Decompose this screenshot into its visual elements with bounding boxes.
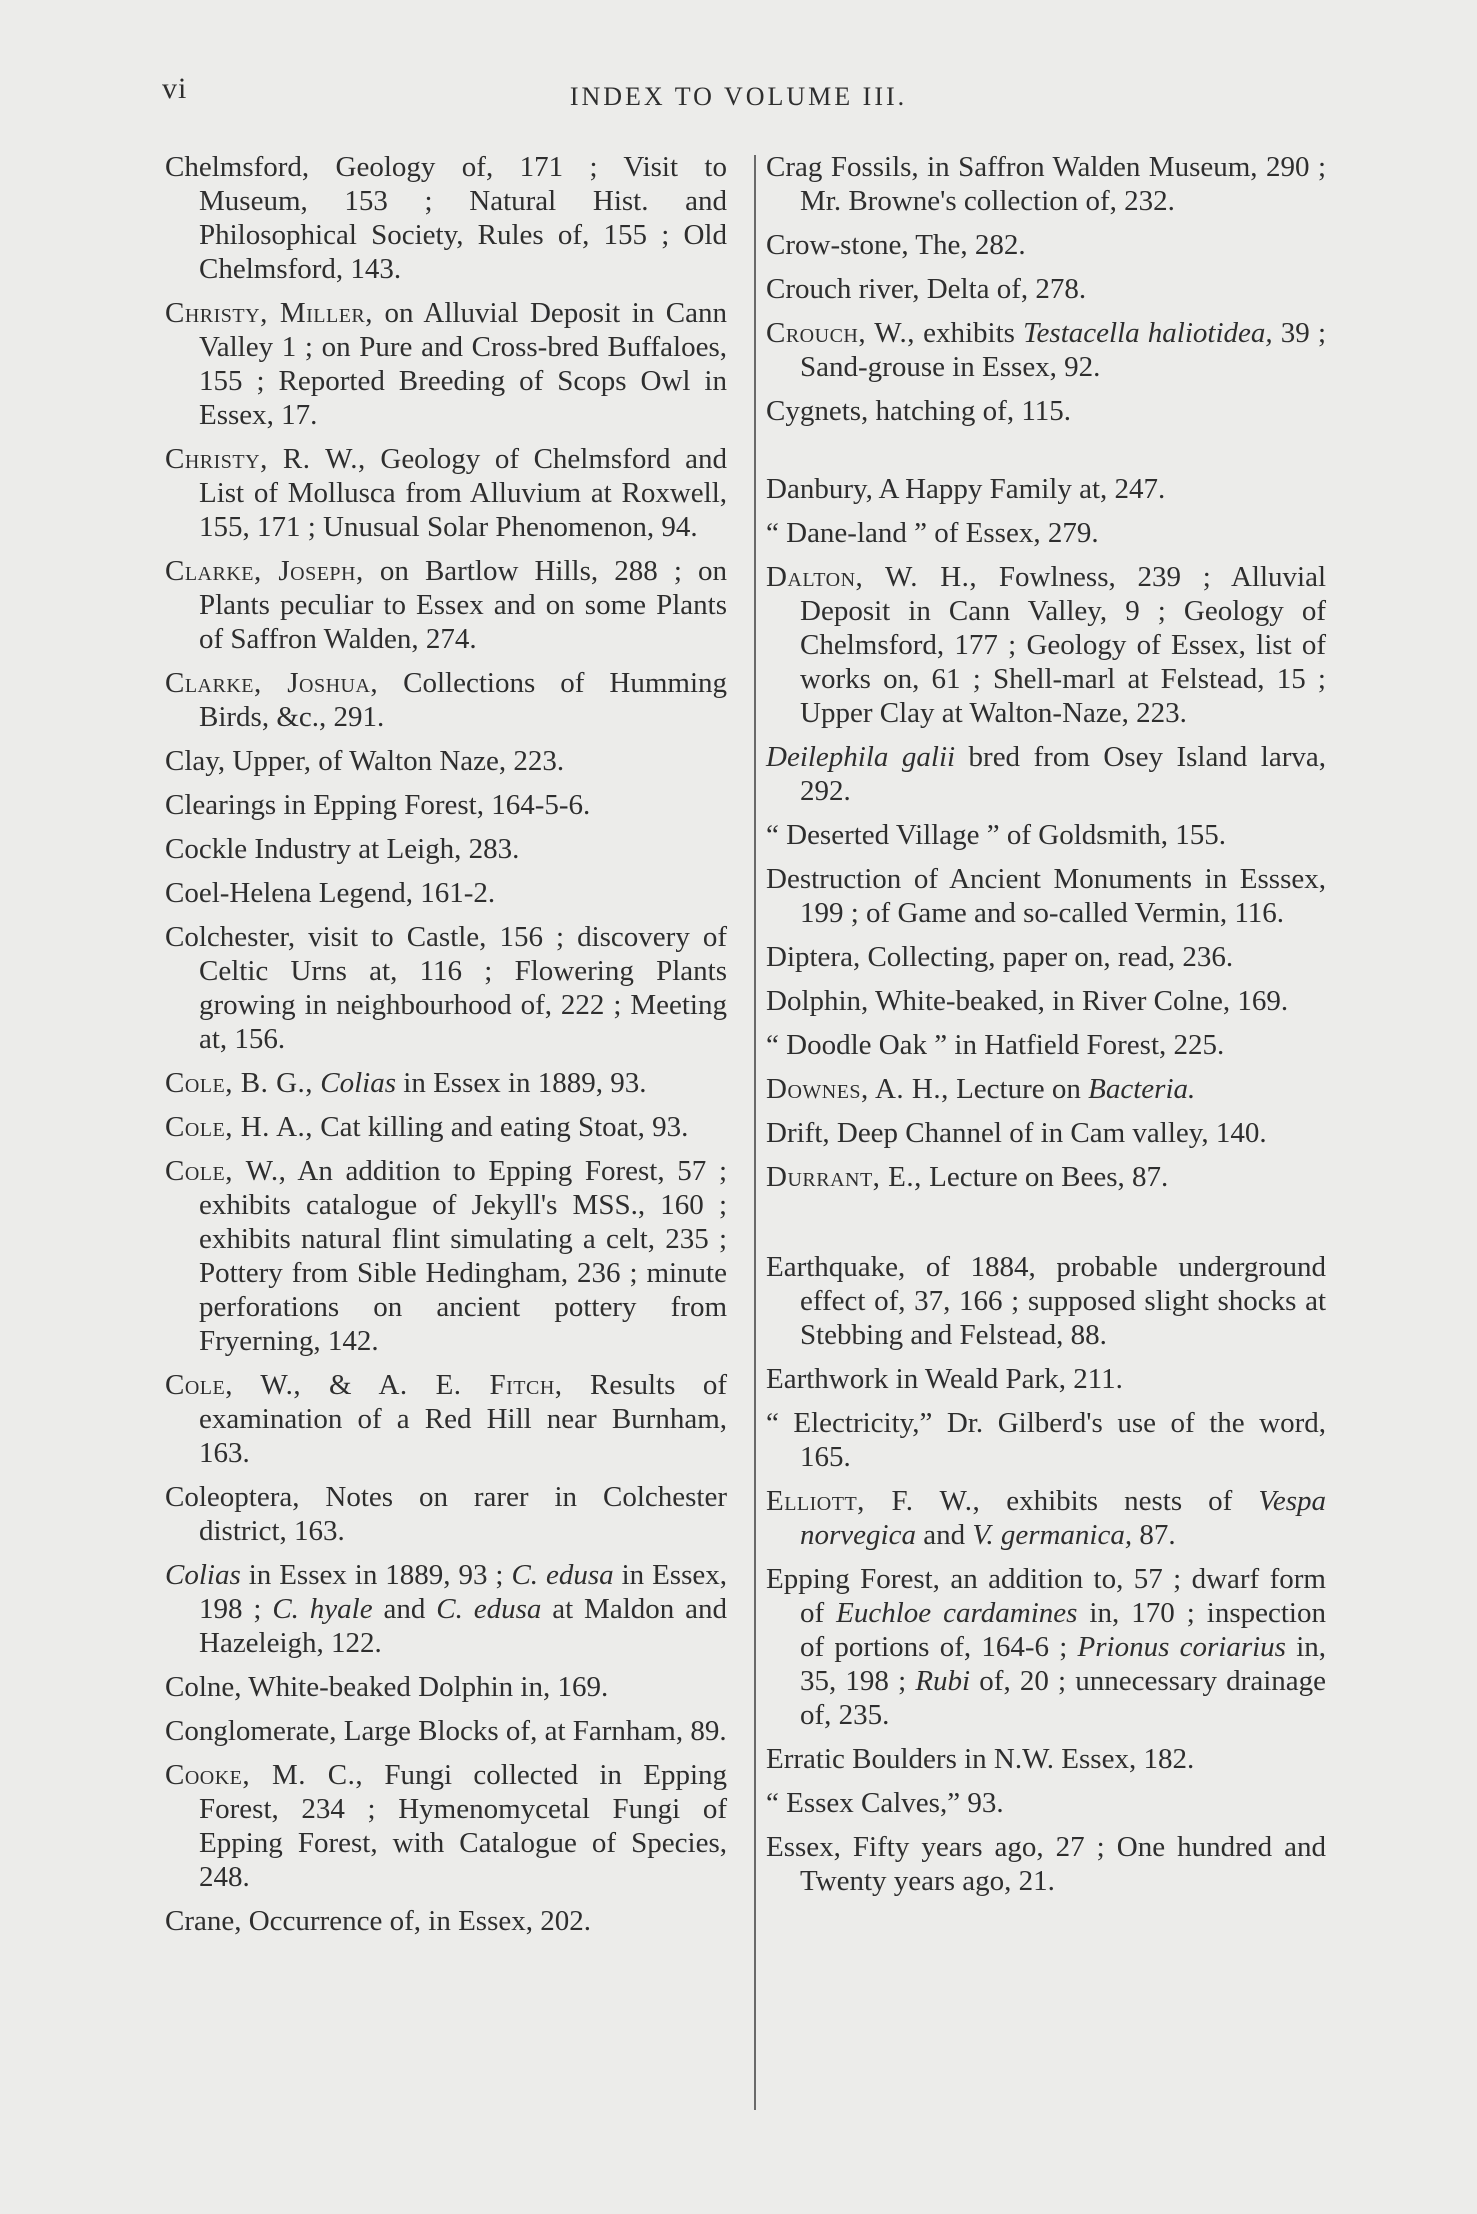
index-entry: Christy, Miller, on Alluvial Deposit in Cann Valley 1 ; on Pure and Cross-bred Buffaloes, 155 ; Reported Breeding of Scops Owl in Essex, 17. — [165, 297, 727, 431]
index-entry: Drift, Deep Channel of in Cam valley, 140. — [766, 1117, 1267, 1149]
author-name: Christy, R. W., — [165, 443, 366, 475]
index-entry: Coel-Helena Legend, 161-2. — [165, 877, 496, 909]
index-entry: Durrant, E., Lecture on Bees, 87. — [766, 1161, 1169, 1193]
index-entry: Erratic Boulders in N.W. Essex, 182. — [766, 1743, 1195, 1775]
index-entry: Cole, B. G., Colias in Essex in 1889, 93. — [165, 1067, 647, 1099]
index-entry: Colne, White-beaked Dolphin in, 169. — [165, 1671, 609, 1703]
author-name: Elliott, F. W., — [766, 1485, 981, 1517]
index-entry: Earthwork in Weald Park, 211. — [766, 1363, 1123, 1395]
index-entry: Crag Fossils, in Saffron Walden Museum, 290 ; Mr. Browne's collection of, 232. — [766, 151, 1326, 217]
index-entry: Conglomerate, Large Blocks of, at Farnham, 89. — [165, 1715, 727, 1747]
index-entry: “ Essex Calves,” 93. — [766, 1787, 1004, 1819]
index-entry: Deilephila galii bred from Osey Island larva, 292. — [766, 741, 1326, 807]
index-entry: Crow-stone, The, 282. — [766, 229, 1026, 261]
index-entry: Cole, W., An addition to Epping Forest, 57 ; exhibits catalogue of Jekyll's MSS., 160 ; exhibits natural flint simulating a celt, 235 ; Pottery from Sible Hedingham, 236 ; minute perforations on ancient pottery from Fryerning, 142. — [165, 1155, 727, 1357]
index-entry: Danbury, A Happy Family at, 247. — [766, 473, 1166, 505]
index-entry: “ Doodle Oak ” in Hatfield Forest, 225. — [766, 1029, 1225, 1061]
index-entry: Elliott, F. W., exhibits nests of Vespa norvegica and V. germanica, 87. — [766, 1485, 1326, 1551]
author-name: Cooke, M. C., — [165, 1759, 364, 1791]
index-entry: Crane, Occurrence of, in Essex, 202. — [165, 1905, 591, 1937]
author-name: Dalton, W. H., — [766, 561, 978, 593]
running-title: INDEX TO VOLUME III. — [569, 82, 908, 111]
index-entry: Cole, W., & A. E. Fitch, Results of examination of a Red Hill near Burnham, 163. — [165, 1369, 727, 1469]
index-entry: Cole, H. A., Cat killing and eating Stoat, 93. — [165, 1111, 689, 1143]
author-name: Downes, A. H., — [766, 1073, 949, 1105]
index-entry: Essex, Fifty years ago, 27 ; One hundred and Twenty years ago, 21. — [766, 1831, 1326, 1897]
index-entry: Coleoptera, Notes on rarer in Colchester district, 163. — [165, 1481, 727, 1547]
index-entry: Clarke, Joshua, Collections of Humming Birds, &c., 291. — [165, 667, 727, 733]
author-name: Cole, B. G., — [165, 1067, 314, 1099]
author-name: Crouch, W., — [766, 317, 915, 349]
index-entry: Downes, A. H., Lecture on Bacteria. — [766, 1073, 1196, 1105]
index-entry: “ Dane-land ” of Essex, 279. — [766, 517, 1099, 549]
index-entry: Colchester, visit to Castle, 156 ; discovery of Celtic Urns at, 116 ; Flowering Plants growing in neighbourhood of, 222 ; Meeting at, 156. — [165, 921, 727, 1055]
page-number: vi — [162, 72, 188, 105]
index-entry: Cygnets, hatching of, 115. — [766, 395, 1071, 427]
index-entry: Dalton, W. H., Fowlness, 239 ; Alluvial Deposit in Cann Valley, 9 ; Geology of Chelmsford, 177 ; Geology of Essex, list of works on, 61 ; Shell-marl at Felstead, 15 ; Upper Clay at Walton-Naze, 223. — [766, 561, 1326, 729]
index-entry: Diptera, Collecting, paper on, read, 236. — [766, 941, 1234, 973]
index-entry: Chelmsford, Geology of, 171 ; Visit to Museum, 153 ; Natural Hist. and Philosophical Society, Rules of, 155 ; Old Chelmsford, 143. — [165, 151, 727, 285]
index-column-left — [165, 150, 727, 1948]
author-name: Durrant, E., — [766, 1161, 922, 1193]
index-entry: Cooke, M. C., Fungi collected in Epping Forest, 234 ; Hymenomycetal Fungi of Epping Forest, with Catalogue of Species, 248. — [165, 1759, 727, 1893]
index-entry: Destruction of Ancient Monuments in Esssex, 199 ; of Game and so-called Vermin, 116. — [766, 863, 1326, 929]
index-entry: Clarke, Joseph, on Bartlow Hills, 288 ; on Plants peculiar to Essex and on some Plants of Saffron Walden, 274. — [165, 555, 728, 655]
index-entry: Colias in Essex in 1889, 93 ; C. edusa in Essex, 198 ; C. hyale and C. edusa at Maldon and Hazeleigh, 122. — [165, 1559, 728, 1659]
index-entry: Epping Forest, an addition to, 57 ; dwarf form of Euchloe cardamines in, 170 ; inspection of portions of, 164-6 ; Prionus coriarius in, 35, 198 ; Rubi of, 20 ; unnecessary drainage of, 235. — [766, 1563, 1327, 1731]
index-entry: “ Deserted Village ” of Goldsmith, 155. — [766, 819, 1227, 851]
index-entry: Christy, R. W., Geology of Chelmsford and List of Mollusca from Alluvium at Roxwell, 155, 171 ; Unusual Solar Phenomenon, 94. — [165, 443, 727, 543]
index-entry: “ Electricity,” Dr. Gilberd's use of the word, 165. — [766, 1407, 1326, 1473]
author-name: Cole, W., — [165, 1155, 287, 1187]
index-entry: Crouch, W., exhibits Testacella haliotidea, 39 ; Sand-grouse in Essex, 92. — [766, 317, 1326, 383]
index-entry: Crouch river, Delta of, 278. — [766, 273, 1087, 305]
index-entry: Clearings in Epping Forest, 164-5-6. — [165, 789, 591, 821]
index-entry: Cockle Industry at Leigh, 283. — [165, 833, 520, 865]
author-name: Christy, Miller, — [165, 297, 374, 329]
column-divider — [754, 155, 756, 2110]
author-name: Cole, W., & A. E. Fitch, — [165, 1369, 563, 1401]
index-entry: Dolphin, White-beaked, in River Colne, 169. — [766, 985, 1289, 1017]
author-name: Cole, H. A., — [165, 1111, 314, 1143]
index-entry: Earthquake, of 1884, probable underground effect of, 37, 166 ; supposed slight shocks at Stebbing and Felstead, 88. — [766, 1251, 1326, 1351]
index-column-right — [766, 150, 1326, 1908]
author-name: Clarke, Joseph, — [165, 555, 364, 587]
index-entry: Clay, Upper, of Walton Naze, 223. — [165, 745, 565, 777]
author-name: Clarke, Joshua, — [165, 667, 379, 699]
